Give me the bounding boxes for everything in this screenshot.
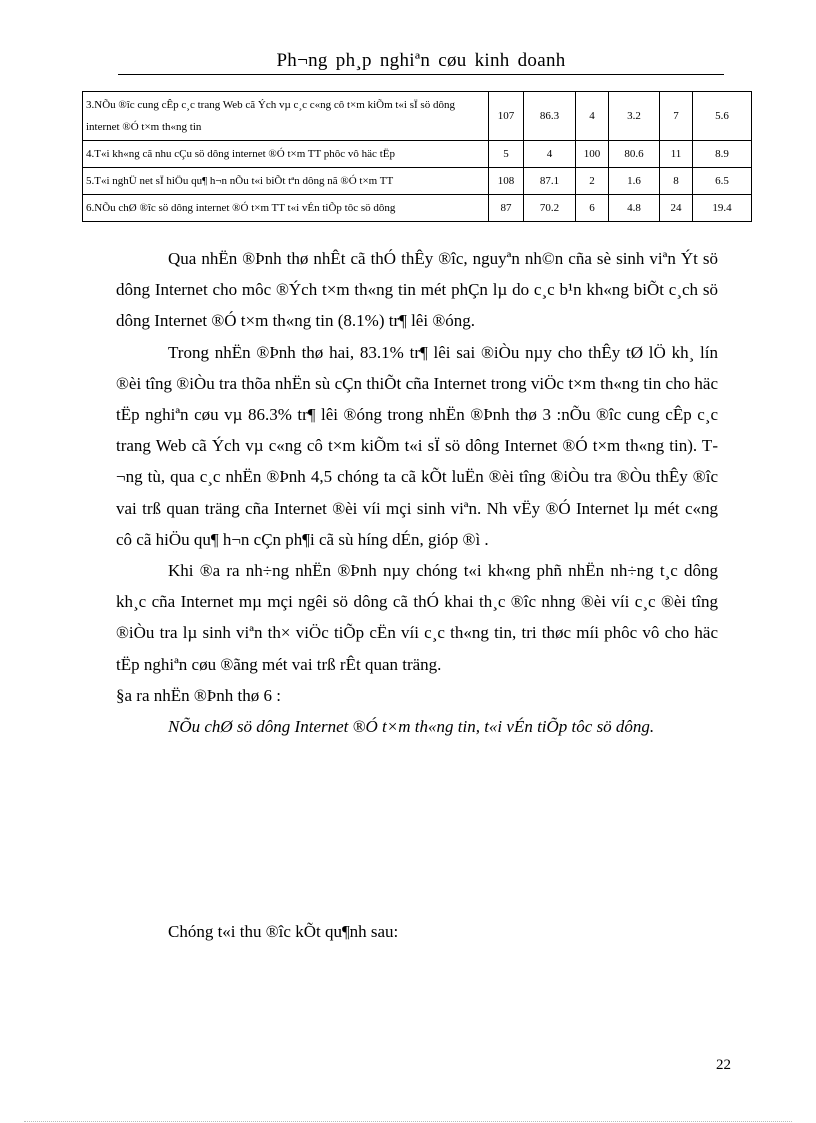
table-cell: 4: [524, 141, 576, 168]
table-cell: 87: [489, 195, 524, 222]
table-cell: 11: [660, 141, 693, 168]
body-text: [116, 243, 718, 742]
table-cell: 100: [576, 141, 609, 168]
table-cell: 80.6: [609, 141, 660, 168]
paragraph: Trong nhËn ®Þnh thø hai, 83.1% tr¶ lêi sai ®iÒu nµy cho thÊy tØ lÖ kh¸ lín ®èi tîng ®iÒu tra thõa nhËn sù cÇn thiÕt cña Internet trong viÖc t×m th«ng tin cho häc tËp nghiªn cøu vµ 86.3% tr¶ lêi ®óng trong nhËn ®Þnh thø 3 :nÕu ®îc cung cÊp c¸c trang Web cã Ých vµ c«ng cô t×m kiÕm t«i sÏ sö dông Internet ®Ó t×m th«ng tin). T¬ng tù, qua c¸c nhËn ®Þnh 4,5 chóng ta cã kÕt luËn ®èi tîng ®iÒu tra ®Òu thÊy ®îc vai trß quan träng cña Internet ®èi víi mçi sinh viªn. Nh vËy ®Ó Internet lµ mét c«ng cô cã hiÖu qu¶ h¬n cÇn ph¶i cã sù híng dÉn, gióp ®ì .: [116, 342, 718, 549]
table-cell: 1.6: [609, 168, 660, 195]
paragraph: Khi ®a ra nh÷ng nhËn ®Þnh nµy chóng t«i kh«ng phñ nhËn nh÷ng t¸c dông kh¸c cña Internet mµ mçi ngêi sö dông cã thÓ khai th¸c ®îc nhng ®èi víi c¸c ®èi tîng ®iÒu tra lµ sinh viªn th× viÖc tiÕp cËn víi c¸c th«ng tin, tri thøc míi phôc vô cho häc tËp nghiªn cøu ®ãng mét vai trß rÊt quan träng.: [116, 561, 718, 674]
table-cell: 107: [489, 92, 524, 141]
survey-results-table: [82, 91, 752, 222]
table-cell: 2: [576, 168, 609, 195]
table-row: [83, 141, 752, 168]
table-row: [83, 195, 752, 222]
table-cell: 4: [576, 92, 609, 141]
table-cell-question: 6.NÕu chØ ®îc sö dông internet ®Ó t×m TT t«i vÉn tiÕp tôc sö dông: [83, 195, 489, 222]
table-cell: 5: [489, 141, 524, 168]
table-cell: 7: [660, 92, 693, 141]
table-cell-question: 3.NÕu ®îc cung cÊp c¸c trang Web cã Ých vµ c¸c c«ng cô t×m kiÕm t«i sÏ sö dông internet ®Ó t×m th«ng tin: [83, 92, 489, 141]
table-cell: 6: [576, 195, 609, 222]
header-rule: [118, 74, 724, 75]
paragraph: Qua nhËn ®Þnh thø nhÊt cã thÓ thÊy ®îc, nguyªn nh©n cña sè sinh viªn Ýt sö dông Internet cho môc ®Ých t×m th«ng tin mét phÇn lµ do c¸c b¹n kh«ng biÕt c¸ch sö dông Internet ®Ó t×m th«ng tin (8.1%) tr¶ lêi ®óng.: [116, 249, 718, 331]
table-cell: 3.2: [609, 92, 660, 141]
table-cell: 6.5: [693, 168, 752, 195]
table-cell: 5.6: [693, 92, 752, 141]
table-cell: 8: [660, 168, 693, 195]
table-cell-question: 4.T«i kh«ng cã nhu cÇu sö dông internet ®Ó t×m TT phôc vô häc tËp: [83, 141, 489, 168]
table-cell-question: 5.T«i nghÜ net sÏ hiÖu qu¶ h¬n nÕu t«i biÕt tªn dông nã ®Ó t×m TT: [83, 168, 489, 195]
result-intro-line: Chóng t«i thu ®îc kÕt qu¶nh sau:: [168, 922, 399, 941]
table-cell: 19.4: [693, 195, 752, 222]
page-bottom-divider: [24, 1121, 792, 1122]
table-cell: 108: [489, 168, 524, 195]
table-cell: 87.1: [524, 168, 576, 195]
italic-statement: NÕu chØ sö dông Internet ®Ó t×m th«ng tin, t«i vÉn tiÕp tôc sö dông.: [168, 717, 655, 737]
paragraph: §a ra nhËn ®Þnh thø 6 :: [116, 685, 281, 705]
table-cell: 4.8: [609, 195, 660, 222]
table-cell: 86.3: [524, 92, 576, 141]
page-number: 22: [716, 1057, 731, 1073]
table-cell: 70.2: [524, 195, 576, 222]
table-row: [83, 92, 752, 141]
table-cell: 24: [660, 195, 693, 222]
table-cell: 8.9: [693, 141, 752, 168]
table-row: [83, 168, 752, 195]
page-header-title: Ph¬ng ph¸p nghiªn cøu kinh doanh: [276, 50, 566, 71]
